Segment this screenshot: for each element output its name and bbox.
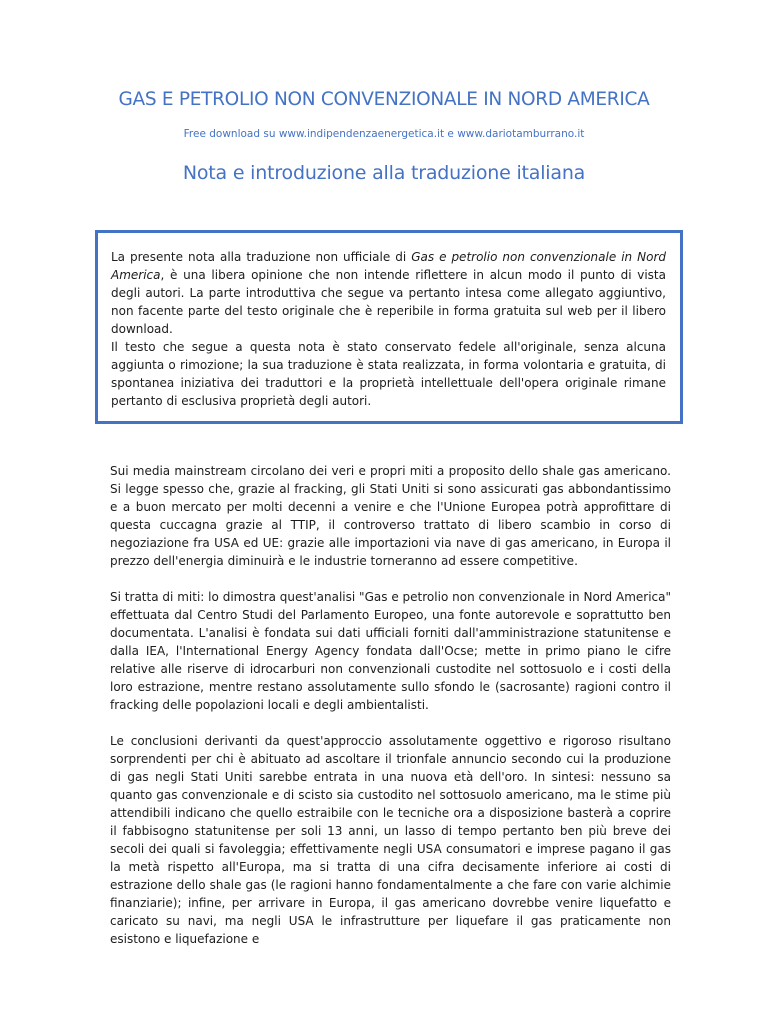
- note-paragraph-1: [111, 248, 666, 338]
- note-text-italic-title: Gas e petrolio non convenzionale in Nord America: [111, 250, 667, 282]
- translator-note-box: [95, 230, 683, 424]
- note-text-prefix: La presente nota alla traduzione non ufficiale di: [111, 250, 412, 264]
- body-paragraph-3: Le conclusioni derivanti da quest'approccio assolutamente oggettivo e rigoroso risultano sorprendenti per chi è abituato ad ascoltare il trionfale annuncio secondo cui la produzione di gas negli Stati Uniti sarebbe entrata in una nuova età dell'oro. In sintesi: nessuno sa quanto gas convenzionale e di scisto sia custodito nel sottosuolo americano, ma le stime più attendibili indicano che quello estraibile con le tecniche ora a disposizione basterà a coprire il fabbisogno statunitense per soli 13 anni, un lasso di tempo pertanto ben più breve dei secoli dei quali si favoleggia; effettivamente negli USA consumatori e imprese pagano il gas la metà rispetto all'Europa, ma si tratta di una cifra decisamente inferiore ai costi di estrazione dello shale gas (le ragioni hanno fondamentalmente a che fare con varie alchimie finanziarie); infine, per arrivare in Europa, il gas americano dovrebbe venire liquefatto e caricato su navi, ma negli USA le infrastrutture per liquefare il gas praticamente non esistono e liquefazione e: [110, 734, 671, 946]
- download-note: Free download su www.indipendenzaenergetica.it e www.dariotamburrano.it: [183, 128, 585, 140]
- page-title: GAS E PETROLIO NON CONVENZIONALE IN NORD AMERICA: [118, 89, 650, 110]
- note-text-suffix: , è una libera opinione che non intende riflettere in alcun modo il punto di vista degli autori. La parte introduttiva che segue va pertanto intesa come allegato aggiuntivo, non facente parte del testo originale che è reperibile in forma gratuita sul web per il libero download.: [111, 268, 666, 336]
- section-subtitle: Nota e introduzione alla traduzione italiana: [182, 162, 586, 184]
- body-paragraph-2: Si tratta di miti: lo dimostra quest'analisi "Gas e petrolio non convenzionale in Nord America" effettuata dal Centro Studi del Parlamento Europeo, una fonte autorevole e soprattutto ben documentata. L'analisi è fondata sui dati ufficiali forniti dall'amministrazione statunitense e dalla IEA, l'International Energy Agency fondata dall'Ocse; mette in primo piano le cifre relative alle riserve di idrocarburi non convenzionali custodite nel sottosuolo e i costi della loro estrazione, mentre restano assolutamente sullo sfondo le (sacrosante) ragioni contro il fracking delle popolazioni locali e degli ambientalisti.: [110, 590, 671, 712]
- body-paragraph-1: Sui media mainstream circolano dei veri e propri miti a proposito dello shale gas americano. Si legge spesso che, grazie al fracking, gli Stati Uniti si sono assicurati gas abbondantissimo e a buon mercato per molti decenni a venire e che l'Unione Europea potrà approfittare di questa cuccagna grazie al TTIP, il controverso trattato di libero scambio in corso di negoziazione fra USA ed UE: grazie alle importazioni via nave di gas americano, in Europa il prezzo dell'energia diminuirà e le industrie torneranno ad essere competitive.: [110, 464, 671, 568]
- body-text: [110, 462, 671, 948]
- note-paragraph-2: Il testo che segue a questa nota è stato conservato fedele all'originale, senza alcuna aggiunta o rimozione; la sua traduzione è stata realizzata, in forma volontaria e gratuita, di spontanea iniziativa dei traduttori e la proprietà intellettuale dell'opera originale rimane pertanto di esclusiva proprietà degli autori.: [111, 340, 666, 408]
